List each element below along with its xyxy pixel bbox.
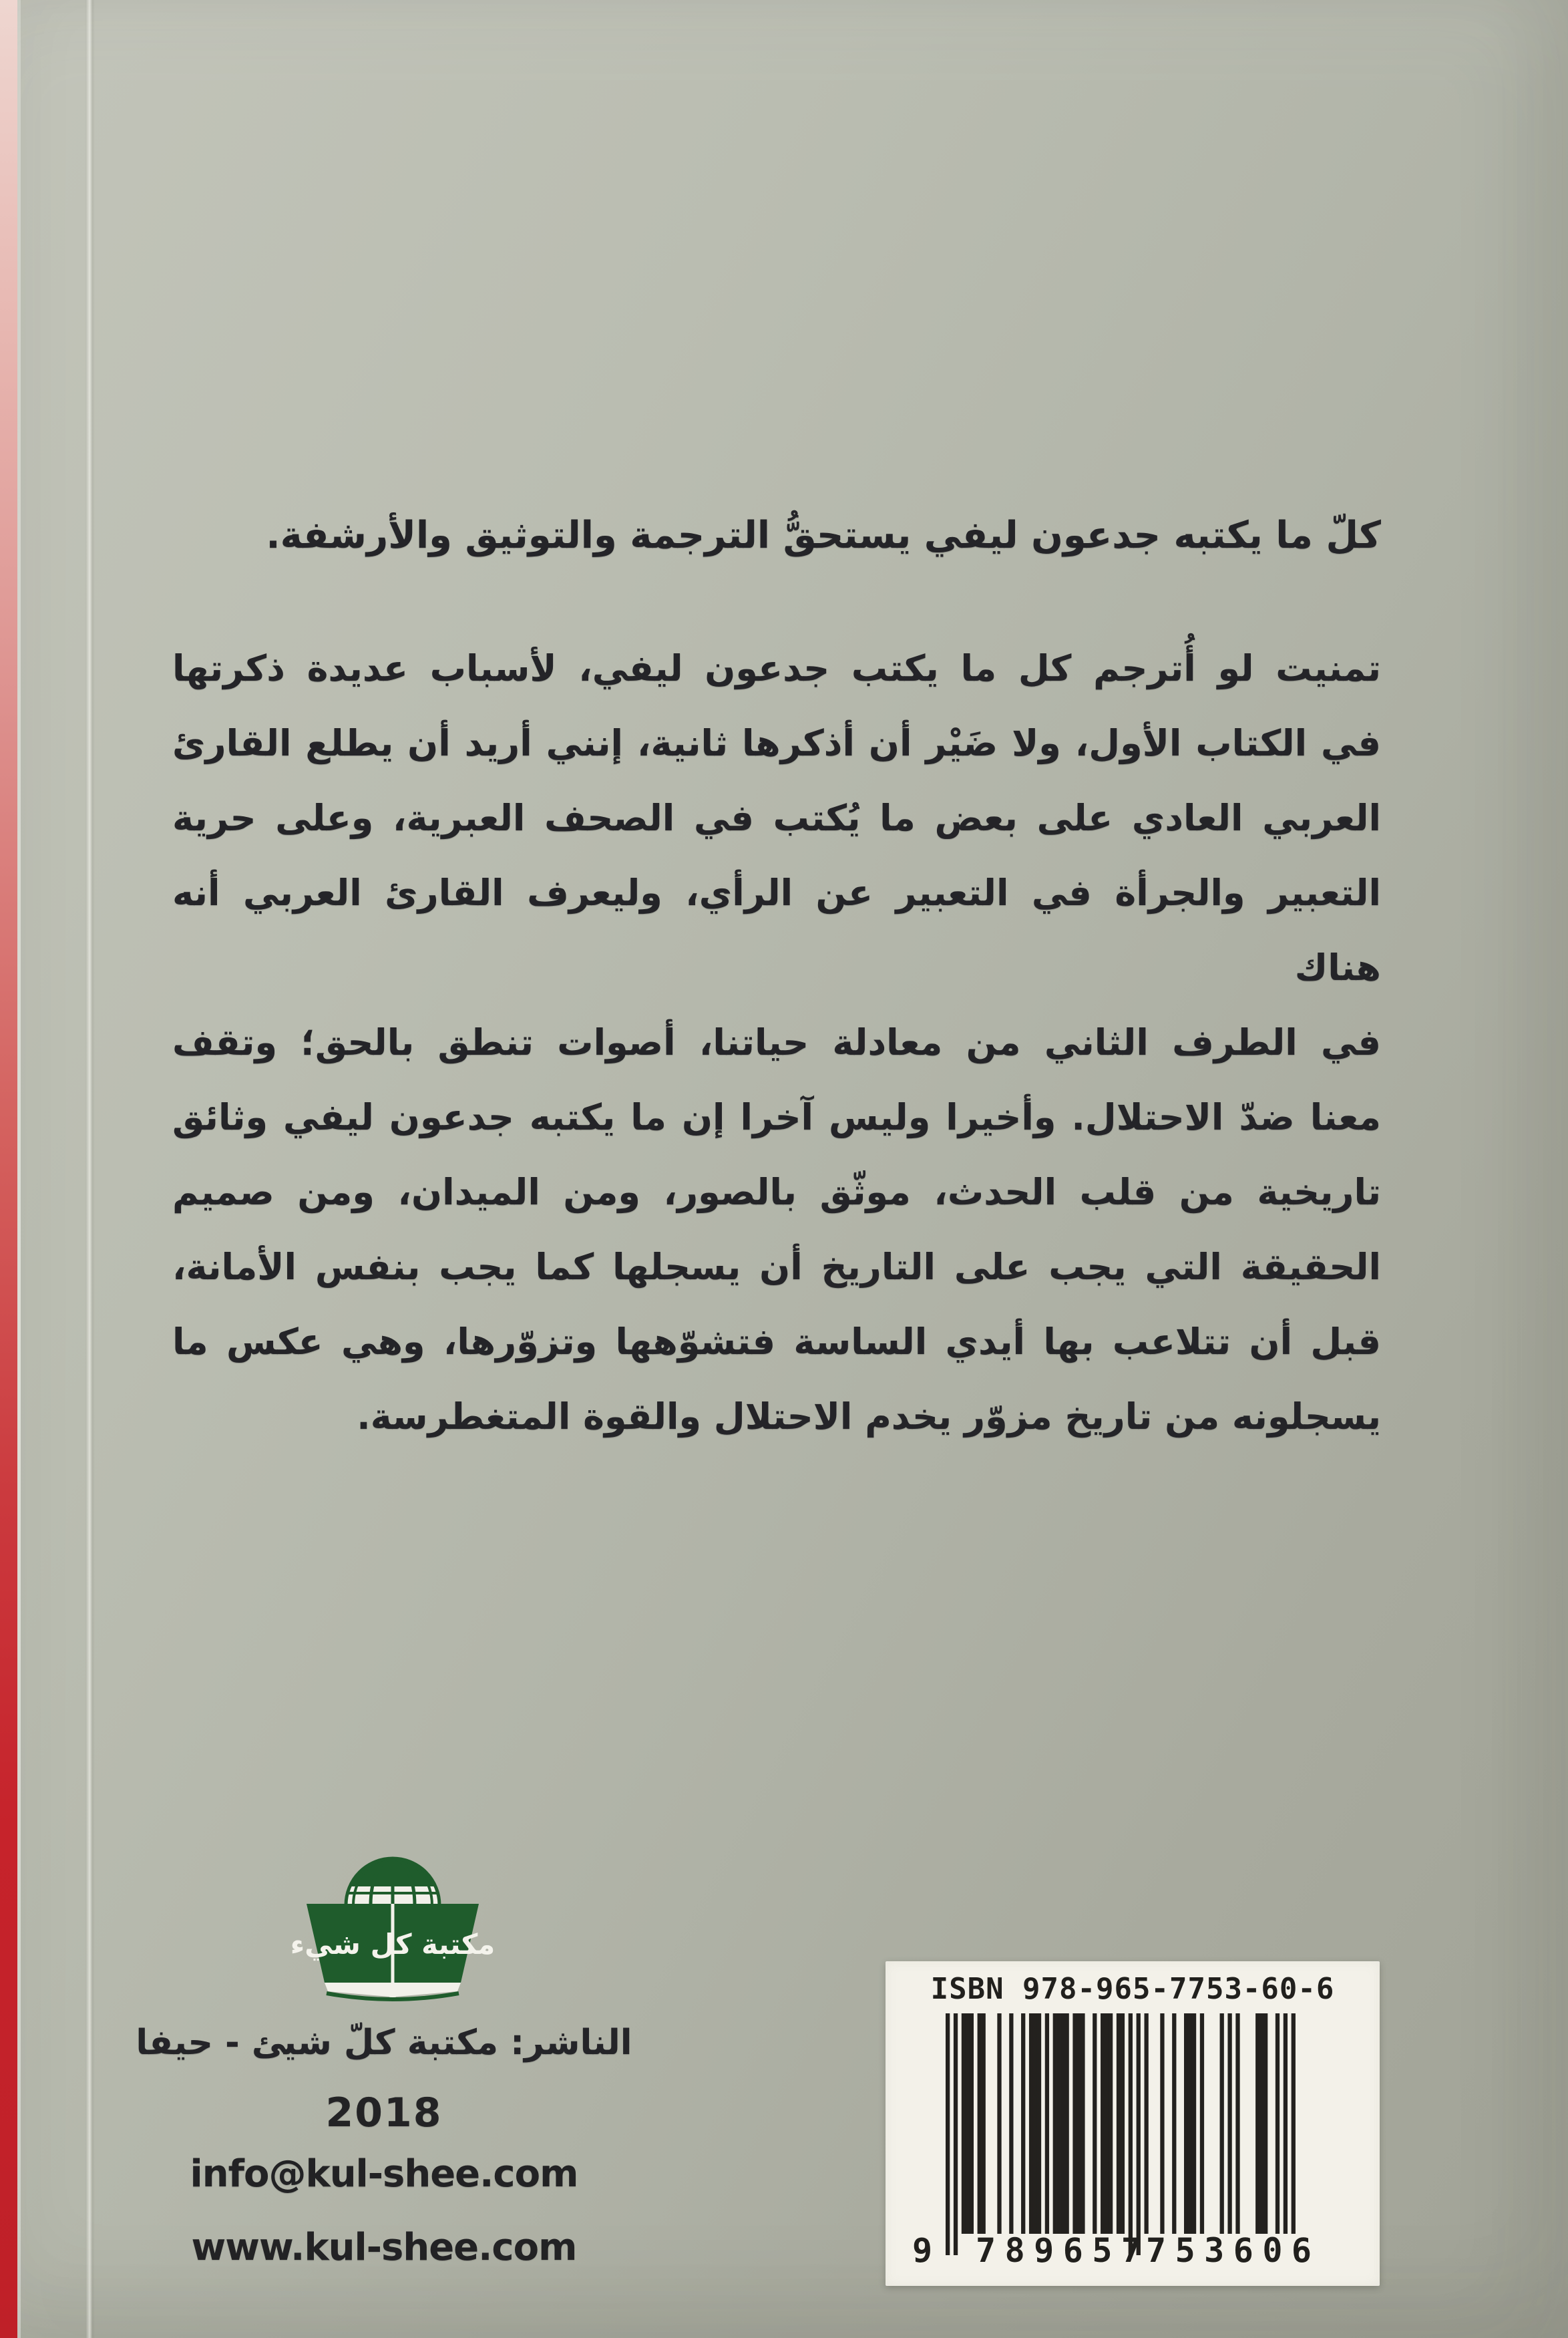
back-cover-quote — [172, 496, 1381, 1454]
publication-year: 2018 — [325, 2090, 443, 2136]
barcode-bars — [946, 2013, 1296, 2255]
quote-line: تاريخية من قلب الحدث، موثّق بالصور، ومن الميدان، ومن صميم — [172, 1171, 1381, 1213]
quote-line: العربي العادي على بعض ما يُكتب في الصحف العبرية، وعلى حرية — [172, 797, 1381, 839]
barcode-digit-first: 9 — [912, 2231, 933, 2270]
isbn-barcode — [886, 1961, 1380, 2286]
quote-line: معنا ضدّ الاحتلال. وأخيرا وليس آخرا إن ما يكتبه جدعون ليفي وثائق — [172, 1096, 1381, 1138]
logo-text: مكتبة كل شيء — [292, 1928, 494, 1961]
publisher-logo — [292, 1850, 494, 2007]
quote-line: التعبير والجرأة في التعبير عن الرأي، وليعرف القارئ العربي أنه هناك — [172, 872, 1381, 989]
globe-book-logo-icon — [292, 1850, 494, 2007]
quote-intro-line: كلّ ما يكتبه جدعون ليفي يستحقُّ الترجمة والتوثيق والأرشفة. — [266, 514, 1381, 557]
quote-line: في الكتاب الأول، ولا ضَيْر أن أذكرها ثانية، إنني أريد أن يطلع القارئ — [172, 722, 1381, 764]
quote-line: تمنيت لو أُترجم كل ما يكتب جدعون ليفي، لأسباب عديدة ذكرتها — [172, 647, 1381, 689]
quote-paragraph — [172, 631, 1381, 1454]
publisher-name-line: الناشر: مكتبة كلّ شيئ - حيفا — [136, 2023, 632, 2063]
front-cover-red-edge — [0, 0, 17, 2338]
quote-line: في الطرف الثاني من معادلة حياتنا، أصوات تنطق بالحق؛ وتقف — [172, 1021, 1381, 1063]
barcode-digits-left: 789657 — [976, 2231, 1141, 2270]
quote-line: يسجلونه من تاريخ مزوّر يخدم الاحتلال والقوة المتغطرسة. — [357, 1395, 1381, 1438]
publisher-website: www.kul-shee.com — [191, 2226, 577, 2269]
cover-crease — [85, 0, 95, 2338]
quote-line: قبل أن تتلاعب بها أيدي الساسة فتشوّهها وتزوّرها، وهي عكس ما — [172, 1321, 1381, 1363]
barcode-digits-right: 753606 — [1146, 2231, 1312, 2270]
isbn-barcode-label — [886, 1961, 1380, 2286]
spine-edge-highlight — [17, 0, 21, 2338]
isbn-number-text: ISBN 978-965-7753-60-6 — [930, 1972, 1335, 2006]
quote-line: الحقيقة التي يجب على التاريخ أن يسجلها كما يجب بنفس الأمانة، — [172, 1246, 1381, 1288]
publisher-email: info@kul-shee.com — [190, 2152, 578, 2196]
